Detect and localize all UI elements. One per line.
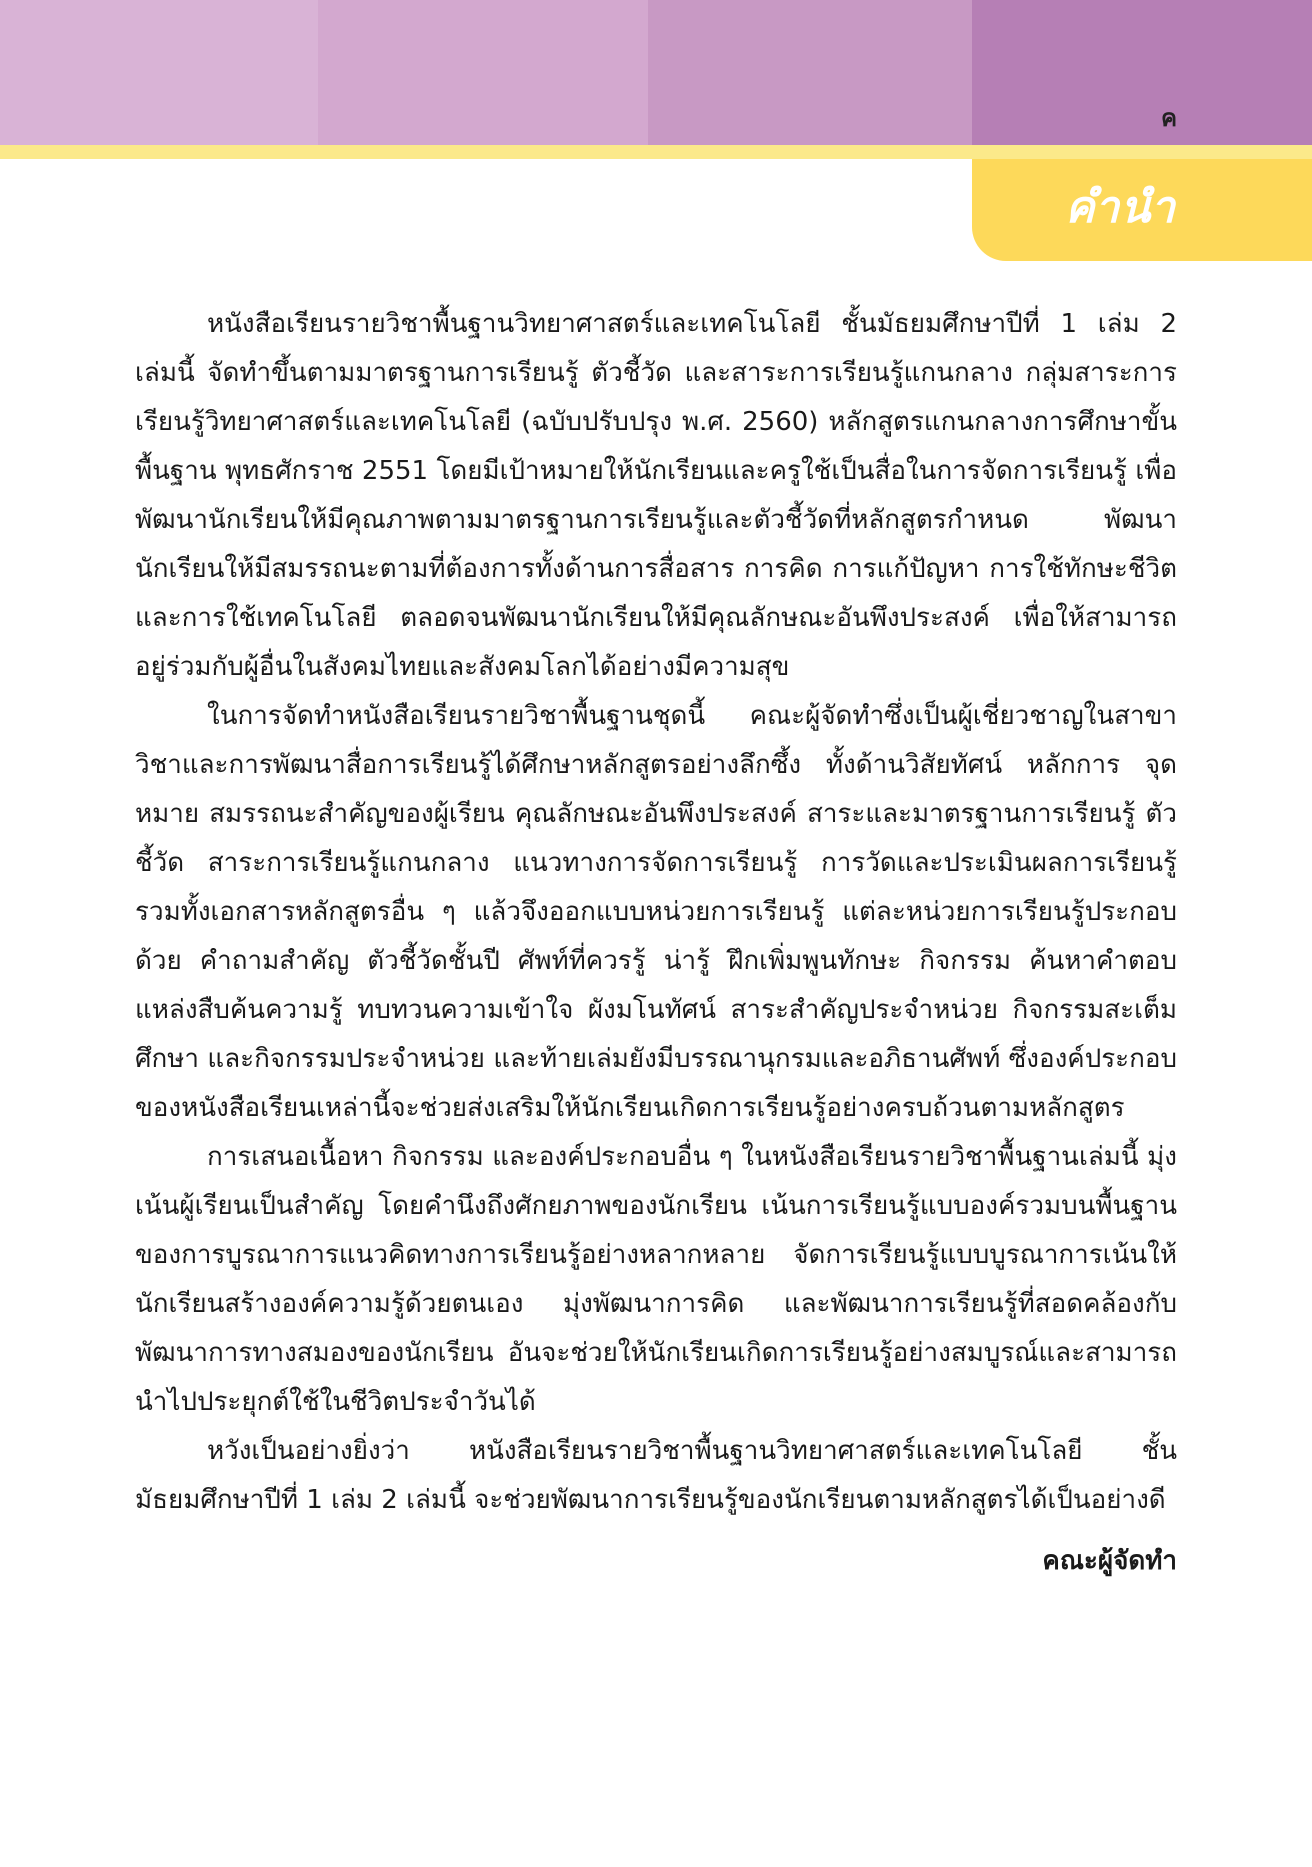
header-color-band bbox=[0, 0, 1312, 145]
header-band-segment-1 bbox=[0, 0, 318, 145]
paragraph: ในการจัดทำหนังสือเรียนรายวิชาพื้นฐานชุดนี้ คณะผู้จัดทำซึ่งเป็นผู้เชี่ยวชาญในสาขาวิชาและการพัฒนาสื่อการเรียนรู้ได้ศึกษาหลักสูตรอย่างลึกซึ้ง ทั้งด้านวิสัยทัศน์ หลักการ จุดหมาย สมรรถนะสำคัญของผู้เรียน คุณลักษณะอันพึงประสงค์ สาระและมาตรฐานการเรียนรู้ ตัวชี้วัด สาระการเรียนรู้แกนกลาง แนวทางการจัดการเรียนรู้ การวัดและประเมินผลการเรียนรู้ รวมทั้งเอกสารหลักสูตรอื่น ๆ แล้วจึงออกแบบหน่วยการเรียนรู้ แต่ละหน่วยการเรียนรู้ประกอบด้วย คำถามสำคัญ ตัวชี้วัดชั้นปี ศัพท์ที่ควรรู้ น่ารู้ ฝึกเพิ่มพูนทักษะ กิจกรรม ค้นหาคำตอบ แหล่งสืบค้นความรู้ ทบทวนความเข้าใจ ผังมโนทัศน์ สาระสำคัญประจำหน่วย กิจกรรมสะเต็มศึกษา และกิจกรรมประจำหน่วย และท้ายเล่มยังมีบรรณานุกรมและอภิธานศัพท์ ซึ่งองค์ประกอบของหนังสือเรียนเหล่านี้จะช่วยส่งเสริมให้นักเรียนเกิดการเรียนรู้อย่างครบถ้วนตามหลักสูตร bbox=[135, 701, 1177, 1123]
paragraph: หวังเป็นอย่างยิ่งว่า หนังสือเรียนรายวิชาพื้นฐานวิทยาศาสตร์และเทคโนโลยี ชั้นมัธยมศึกษาปีที่ 1 เล่ม 2 เล่มนี้ จะช่วยพัฒนาการเรียนรู้ของนักเรียนตามหลักสูตรได้เป็นอย่างดี bbox=[135, 1436, 1177, 1515]
section-title: คำนำ bbox=[1065, 182, 1176, 233]
header-band-segment-3 bbox=[648, 0, 972, 145]
page-number: ค bbox=[1160, 104, 1177, 132]
paragraph: หนังสือเรียนรายวิชาพื้นฐานวิทยาศาสตร์และเทคโนโลยี ชั้นมัธยมศึกษาปีที่ 1 เล่ม 2 เล่มนี้ จัดทำขึ้นตามมาตรฐานการเรียนรู้ ตัวชี้วัด และสาระการเรียนรู้แกนกลาง กลุ่มสาระการเรียนรู้วิทยาศาสตร์และเทคโนโลยี (ฉบับปรับปรุง พ.ศ. 2560) หลักสูตรแกนกลางการศึกษาขั้นพื้นฐาน พุทธศักราช 2551 โดยมีเป้าหมายให้นักเรียนและครูใช้เป็นสื่อในการจัดการเรียนรู้ เพื่อพัฒนานักเรียนให้มีคุณภาพตามมาตรฐานการเรียนรู้และตัวชี้วัดที่หลักสูตรกำหนด พัฒนานักเรียนให้มีสมรรถนะตามที่ต้องการทั้งด้านการสื่อสาร การคิด การแก้ปัญหา การใช้ทักษะชีวิต และการใช้เทคโนโลยี ตลอดจนพัฒนานักเรียนให้มีคุณลักษณะอันพึงประสงค์ เพื่อให้สามารถอยู่ร่วมกับผู้อื่นในสังคมไทยและสังคมโลกได้อย่างมีความสุข bbox=[135, 309, 1177, 682]
paragraph: การเสนอเนื้อหา กิจกรรม และองค์ประกอบอื่น ๆ ในหนังสือเรียนรายวิชาพื้นฐานเล่มนี้ มุ่งเน้นผู้เรียนเป็นสำคัญ โดยคำนึงถึงศักยภาพของนักเรียน เน้นการเรียนรู้แบบองค์รวมบนพื้นฐานของการบูรณาการแนวคิดทางการเรียนรู้อย่างหลากหลาย จัดการเรียนรู้แบบบูรณาการเน้นให้นักเรียนสร้างองค์ความรู้ด้วยตนเอง มุ่งพัฒนาการคิด และพัฒนาการเรียนรู้ที่สอดคล้องกับพัฒนาการทางสมองของนักเรียน อันจะช่วยให้นักเรียนเกิดการเรียนรู้อย่างสมบูรณ์และสามารถนำไปประยุกต์ใช้ในชีวิตประจำวันได้ bbox=[135, 1142, 1177, 1417]
preface-body bbox=[135, 300, 1177, 1525]
header-band-segment-2 bbox=[318, 0, 648, 145]
header-band-segment-4 bbox=[972, 0, 1312, 145]
header-yellow-strip bbox=[0, 145, 1312, 159]
signature: คณะผู้จัดทำ bbox=[1042, 1546, 1177, 1576]
